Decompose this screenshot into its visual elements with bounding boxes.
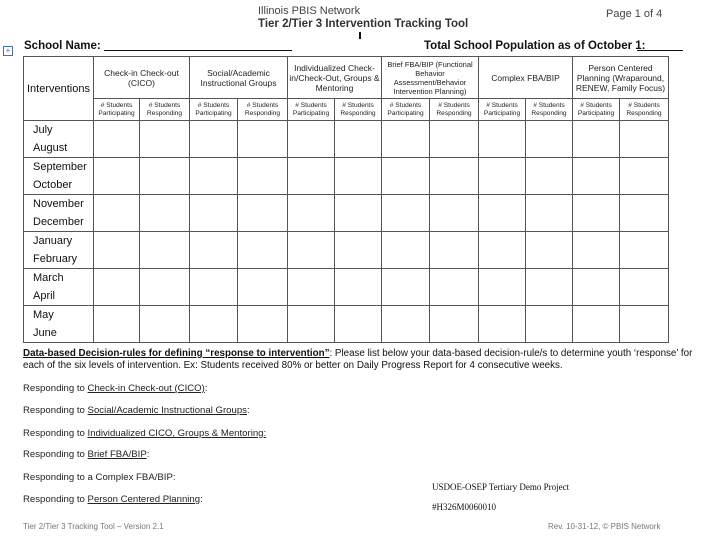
participating-count-cell[interactable] — [573, 306, 620, 343]
participating-count-cell[interactable] — [94, 158, 140, 195]
month-label: April — [33, 290, 56, 302]
responding-count-cell[interactable] — [430, 195, 479, 232]
month-row — [24, 195, 669, 232]
responding-count-cell[interactable] — [238, 232, 288, 269]
subheader-responding: # Students Responding — [620, 99, 669, 121]
participating-count-cell[interactable] — [288, 158, 335, 195]
footer-version: Tier 2/Tier 3 Tracking Tool – Version 2.1 — [23, 522, 164, 531]
participating-count-cell[interactable] — [479, 306, 526, 343]
month-label: July — [33, 124, 53, 136]
responding-count-cell[interactable] — [335, 232, 382, 269]
subheader-participating: # Students Participating — [573, 99, 620, 121]
month-cell — [24, 306, 94, 343]
school-name-field[interactable] — [104, 50, 292, 51]
responding-count-cell[interactable] — [335, 121, 382, 158]
participating-count-cell[interactable] — [288, 269, 335, 306]
participating-count-cell[interactable] — [288, 306, 335, 343]
subheader-responding: # Students Responding — [335, 99, 382, 121]
participating-count-cell[interactable] — [479, 158, 526, 195]
responding-count-cell[interactable] — [526, 232, 573, 269]
participating-count-cell[interactable] — [382, 306, 430, 343]
participating-count-cell[interactable] — [94, 269, 140, 306]
month-cell — [24, 158, 94, 195]
participating-count-cell[interactable] — [288, 121, 335, 158]
response-line-social-academic: Responding to Social/Academic Instructional Groups: — [23, 405, 250, 416]
subheader-responding: # Students Responding — [430, 99, 479, 121]
subheader-responding: # Students Responding — [238, 99, 288, 121]
decision-rules-text — [23, 348, 703, 372]
subheader-participating: # Students Participating — [479, 99, 526, 121]
responding-count-cell[interactable] — [238, 158, 288, 195]
responding-count-cell[interactable] — [140, 158, 190, 195]
month-label: February — [33, 253, 78, 265]
grant-number: #H326M0060010 — [432, 502, 497, 512]
participating-count-cell[interactable] — [288, 195, 335, 232]
tracking-table — [23, 56, 669, 343]
intervention-header-person-centered: Person Centered Planning (Wraparound, RENEW, Family Focus) — [573, 57, 669, 99]
footer-revision: Rev. 10-31-12, © PBIS Network — [548, 522, 661, 531]
responding-count-cell[interactable] — [430, 232, 479, 269]
participating-count-cell[interactable] — [382, 269, 430, 306]
cursor-mark — [359, 32, 361, 39]
subheader-responding: # Students Responding — [526, 99, 573, 121]
intervention-header-complex-fba: Complex FBA/BIP — [479, 57, 573, 99]
month-label: March — [33, 272, 64, 284]
subheader-participating: # Students Participating — [288, 99, 335, 121]
responding-count-cell[interactable] — [140, 269, 190, 306]
participating-count-cell[interactable] — [479, 269, 526, 306]
participating-count-cell[interactable] — [190, 121, 238, 158]
month-cell — [24, 195, 94, 232]
participating-count-cell[interactable] — [573, 121, 620, 158]
responding-count-cell[interactable] — [430, 306, 479, 343]
intervention-header-brief-fba: Brief FBA/BIP (Functional Behavior Assessment/Behavior Intervention Planning) — [382, 57, 479, 99]
month-row — [24, 158, 669, 195]
participating-count-cell[interactable] — [190, 158, 238, 195]
subheader-responding: # Students Responding — [140, 99, 190, 121]
document-title: Tier 2/Tier 3 Intervention Tracking Tool — [258, 18, 469, 30]
population-field[interactable] — [637, 50, 683, 51]
responding-count-cell[interactable] — [140, 121, 190, 158]
organization-name: Illinois PBIS Network — [258, 5, 361, 17]
participating-count-cell[interactable] — [573, 269, 620, 306]
responding-count-cell[interactable] — [140, 195, 190, 232]
participating-count-cell[interactable] — [94, 195, 140, 232]
response-line-complex-fba: Responding to a Complex FBA/BIP: — [23, 472, 176, 483]
month-label: August — [33, 142, 68, 154]
month-label: June — [33, 327, 57, 339]
responding-count-cell[interactable] — [430, 269, 479, 306]
month-row — [24, 232, 669, 269]
participating-count-cell[interactable] — [94, 121, 140, 158]
participating-count-cell[interactable] — [382, 121, 430, 158]
responding-count-cell[interactable] — [430, 121, 479, 158]
participating-count-cell[interactable] — [94, 232, 140, 269]
participating-count-cell[interactable] — [190, 232, 238, 269]
responding-count-cell[interactable] — [526, 195, 573, 232]
responding-count-cell[interactable] — [238, 306, 288, 343]
responding-count-cell[interactable] — [620, 232, 669, 269]
subheader-participating: # Students Participating — [382, 99, 430, 121]
intervention-header-individualized-cico: Individualized Check-in/Check-Out, Groups & Mentoring — [288, 57, 382, 99]
participating-count-cell[interactable] — [479, 121, 526, 158]
responding-count-cell[interactable] — [140, 306, 190, 343]
response-line-cico: Responding to Check-in Check-out (CICO): — [23, 383, 208, 394]
decision-rules-heading: Data-based Decision-rules for defining “response to intervention” — [23, 348, 330, 359]
month-label: January — [33, 235, 73, 247]
responding-count-cell[interactable] — [620, 269, 669, 306]
project-footnote: USDOE-OSEP Tertiary Demo Project — [432, 482, 570, 492]
participating-count-cell[interactable] — [573, 232, 620, 269]
participating-count-cell[interactable] — [382, 232, 430, 269]
responding-count-cell[interactable] — [335, 306, 382, 343]
page-number: Page 1 of 4 — [606, 8, 663, 20]
responding-count-cell[interactable] — [335, 158, 382, 195]
month-row — [24, 269, 669, 306]
responding-count-cell[interactable] — [335, 269, 382, 306]
participating-count-cell[interactable] — [382, 195, 430, 232]
responding-count-cell[interactable] — [238, 121, 288, 158]
responding-count-cell[interactable] — [140, 232, 190, 269]
month-label: December — [33, 216, 84, 228]
responding-count-cell[interactable] — [620, 195, 669, 232]
month-cell — [24, 121, 94, 158]
participating-count-cell[interactable] — [573, 195, 620, 232]
responding-count-cell[interactable] — [238, 269, 288, 306]
participating-count-cell[interactable] — [288, 232, 335, 269]
participating-count-cell[interactable] — [479, 195, 526, 232]
participating-count-cell[interactable] — [382, 158, 430, 195]
responding-count-cell[interactable] — [526, 269, 573, 306]
month-label: November — [33, 198, 84, 210]
month-label: September — [33, 161, 87, 173]
participating-count-cell[interactable] — [94, 306, 140, 343]
responding-count-cell[interactable] — [526, 158, 573, 195]
month-row — [24, 306, 669, 343]
responding-count-cell[interactable] — [335, 195, 382, 232]
month-cell — [24, 232, 94, 269]
month-row — [24, 121, 669, 158]
response-line-person-centered: Responding to Person Centered Planning: — [23, 494, 203, 505]
decision-rules-body: : Please list below your data-based decision-rule/s to determine youth ‘response’ for each of the six levels of intervention. Ex: Students received 80% or better on Daily Progress Report for 4 consecutive weeks. — [23, 348, 693, 371]
participating-count-cell[interactable] — [573, 158, 620, 195]
interventions-header: Interventions — [24, 57, 94, 121]
response-line-individualized: Responding to Individualized CICO, Groups & Mentoring: — [23, 428, 267, 439]
month-label: May — [33, 309, 54, 321]
subheader-participating: # Students Participating — [94, 99, 140, 121]
expand-icon[interactable]: + — [3, 46, 13, 56]
participating-count-cell[interactable] — [479, 232, 526, 269]
responding-count-cell[interactable] — [620, 158, 669, 195]
population-label: Total School Population as of October 1: — [424, 40, 646, 52]
responding-count-cell[interactable] — [620, 121, 669, 158]
intervention-header-cico: Check-in Check-out (CICO) — [94, 57, 190, 99]
participating-count-cell[interactable] — [190, 306, 238, 343]
responding-count-cell[interactable] — [430, 158, 479, 195]
responding-count-cell[interactable] — [526, 306, 573, 343]
intervention-header-social-academic: Social/Academic Instructional Groups — [190, 57, 288, 99]
responding-count-cell[interactable] — [526, 121, 573, 158]
month-label: October — [33, 179, 73, 191]
responding-count-cell[interactable] — [238, 195, 288, 232]
school-name-label: School Name: — [24, 40, 101, 52]
participating-count-cell[interactable] — [190, 195, 238, 232]
subheader-participating: # Students Participating — [190, 99, 238, 121]
participating-count-cell[interactable] — [190, 269, 238, 306]
responding-count-cell[interactable] — [620, 306, 669, 343]
month-cell — [24, 269, 94, 306]
response-line-brief-fba: Responding to Brief FBA/BIP: — [23, 449, 150, 460]
